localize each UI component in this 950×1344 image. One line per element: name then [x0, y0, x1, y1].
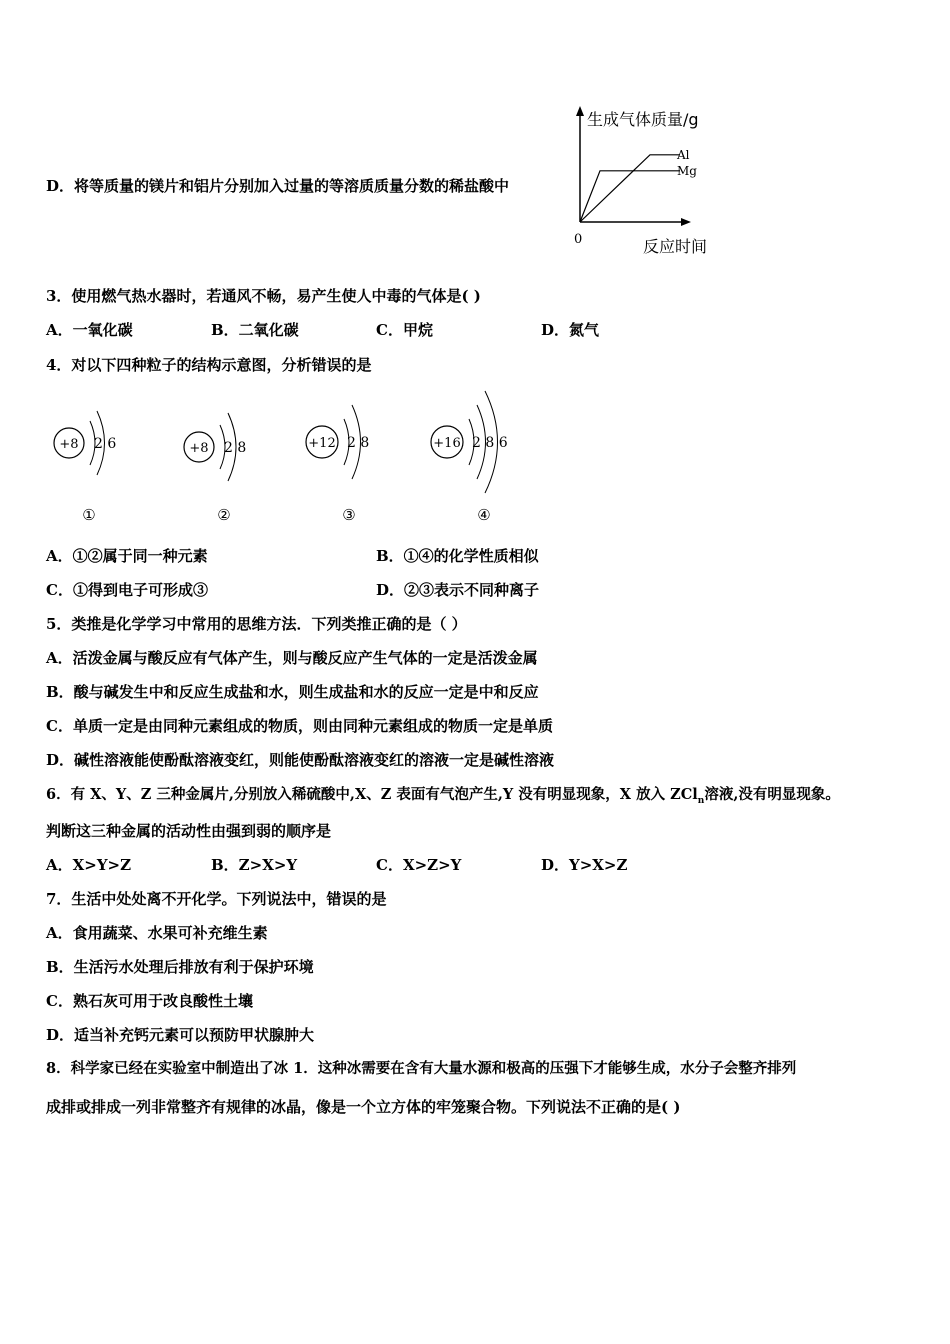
particle-2-nucleus: +8: [189, 441, 209, 456]
particle-2: [184, 413, 246, 524]
q7-stem: 7．生活中处处离不开化学。下列说法中，错误的是: [46, 890, 387, 908]
q6-stem-line2: 判断这三种金属的活动性由强到弱的顺序是: [46, 822, 332, 840]
q6-option-d: D．Y>X>Z: [541, 856, 628, 874]
q4-option-b: B．①④的化学性质相似: [376, 547, 539, 565]
q6-stem-part1: 6．有 X、Y、Z 三种金属片,分别放入稀硫酸中,X、Z 表面有气泡产生,Y 没有明显现象，X 放入 ZCl: [46, 786, 698, 803]
y-axis-arrow: [576, 106, 584, 116]
q7-option-c: C．熟石灰可用于改良酸性土壤: [46, 992, 253, 1010]
q6-stem-sub: n: [697, 795, 705, 806]
particle-4-shells: 2 8 6: [472, 435, 508, 451]
particle-3-nucleus: +12: [308, 436, 336, 451]
particle-2-label: ②: [217, 506, 231, 524]
particle-4: [431, 391, 508, 524]
q4-option-a: A．①②属于同一种元素: [46, 547, 208, 565]
q7-option-b: B．生活污水处理后排放有利于保护环境: [46, 958, 314, 976]
q-prev-option-d: D．将等质量的镁片和铝片分别加入过量的等溶质质量分数的稀盐酸中: [46, 177, 510, 195]
q3-option-d: D．氮气: [541, 321, 600, 339]
q4-option-c: C．①得到电子可形成③: [46, 581, 208, 599]
q6-stem-part2: 溶液,没有明显现象。: [704, 786, 840, 803]
particle-1-shells: 2 6: [94, 436, 117, 452]
q6-option-b: B．Z>X>Y: [211, 856, 298, 874]
q6-stem: [46, 785, 840, 811]
q4-option-d: D．②③表示不同种离子: [376, 581, 540, 599]
q5-option-b: B．酸与碱发生中和反应生成盐和水，则生成盐和水的反应一定是中和反应: [46, 683, 539, 701]
series-label-al: Al: [677, 147, 690, 162]
x-axis-arrow: [681, 218, 691, 226]
q4-stem: 4．对以下四种粒子的结构示意图，分析错误的是: [46, 356, 372, 374]
particle-4-label: ④: [477, 506, 491, 524]
q7-option-a: A．食用蔬菜、水果可补充维生素: [46, 924, 268, 942]
particle-3-shells: 2 8: [347, 435, 370, 451]
q7-option-d: D．适当补充钙元素可以预防甲状腺肿大: [46, 1026, 315, 1044]
particle-4-nucleus: +16: [433, 436, 461, 451]
particle-diagrams: [40, 385, 540, 535]
q5-option-d: D．碱性溶液能使酚酞溶液变红，则能使酚酞溶液变红的溶液一定是碱性溶液: [46, 751, 555, 769]
particle-1-label: ①: [82, 506, 96, 524]
series-line-mg: [580, 171, 680, 222]
particle-3: [306, 405, 369, 524]
q3-stem: 3．使用燃气热水器时，若通风不畅，易产生使人中毒的气体是( ): [46, 287, 481, 305]
q3-option-b: B．二氧化碳: [211, 321, 299, 339]
particle-1: [54, 411, 116, 524]
q3-option-a: A．一氧化碳: [46, 321, 133, 339]
q8-line1: 8．科学家已经在实验室中制造出了冰 1．这种冰需要在含有大量水源和极高的压强下才能够生成，水分子会整齐排列: [46, 1060, 797, 1077]
x-axis-label: 反应时间: [643, 237, 708, 256]
series-line-al: [580, 155, 680, 222]
q5-option-c: C．单质一定是由同种元素组成的物质，则由同种元素组成的物质一定是单质: [46, 717, 553, 735]
q3-option-c: C．甲烷: [376, 321, 433, 339]
origin-label: 0: [574, 232, 583, 247]
q5-stem: 5．类推是化学学习中常用的思维方法．下列类推正确的是（ ）: [46, 615, 467, 633]
gas-mass-chart: [565, 100, 725, 260]
q6-option-c: C．X>Z>Y: [376, 856, 462, 874]
y-axis-label: 生成气体质量/g: [587, 110, 699, 129]
q8-line2: 成排或排成一列非常整齐有规律的冰晶，像是一个立方体的牢笼聚合物。下列说法不正确的是( ): [46, 1098, 681, 1116]
q6-option-a: A．X>Y>Z: [46, 856, 132, 874]
particle-1-nucleus: +8: [59, 437, 79, 452]
particle-3-label: ③: [342, 506, 356, 524]
series-label-mg: Mg: [677, 163, 697, 178]
q5-option-a: A．活泼金属与酸反应有气体产生，则与酸反应产生气体的一定是活泼金属: [46, 649, 538, 667]
particle-2-shells: 2 8: [224, 440, 247, 456]
